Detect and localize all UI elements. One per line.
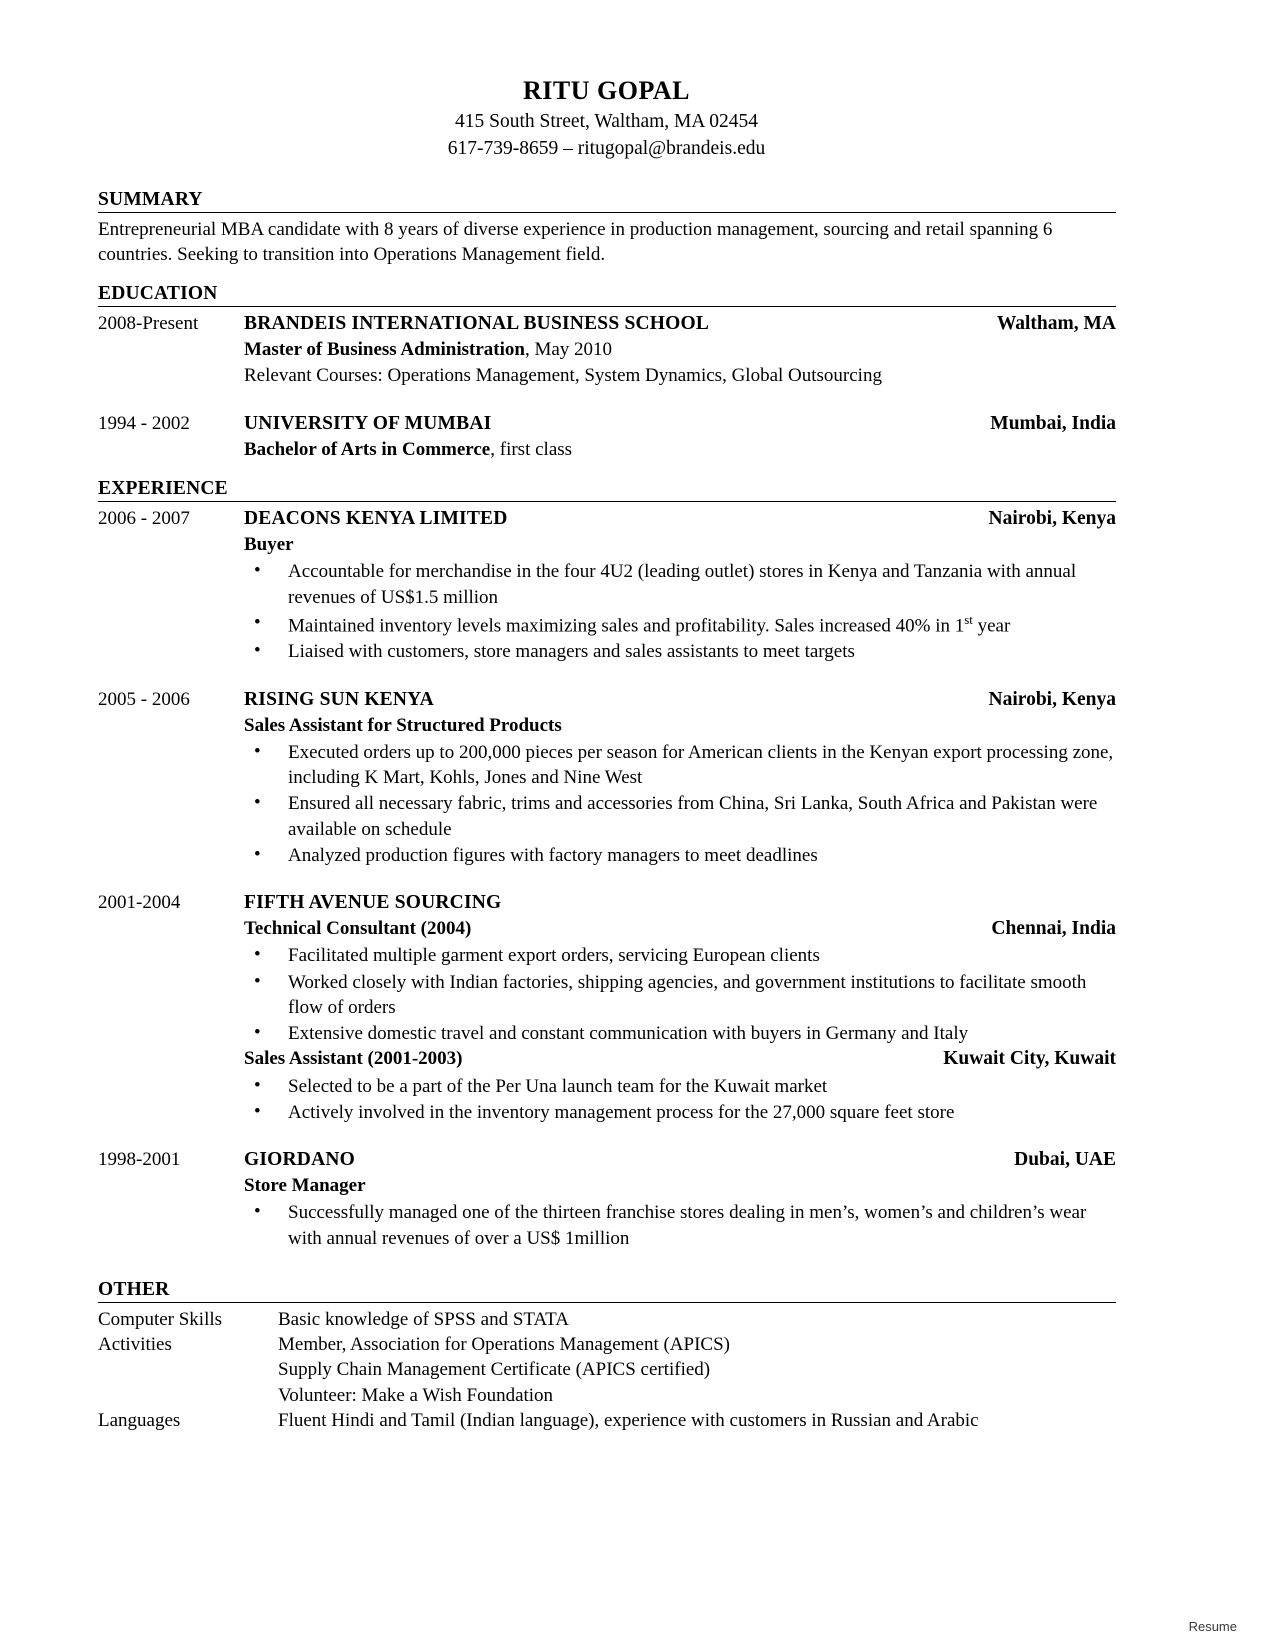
- education-entry: [98, 411, 1116, 463]
- education-degree-detail: , first class: [490, 438, 573, 460]
- education-location: Mumbai, India: [990, 412, 1116, 434]
- experience-entry: [98, 506, 1116, 665]
- other-label: Activities: [98, 1334, 172, 1356]
- experience-body: [244, 506, 1116, 665]
- experience-location: Nairobi, Kenya: [988, 688, 1116, 710]
- experience-bullets: [244, 943, 1116, 1046]
- education-degree-name: Bachelor of Arts in Commerce: [244, 438, 491, 460]
- education-body: [244, 311, 1116, 388]
- section-title-experience: EXPERIENCE: [98, 478, 1116, 502]
- experience-entry: [98, 1147, 1116, 1251]
- footer-tag: Resume: [1188, 1619, 1237, 1634]
- resume-header: [98, 75, 1115, 163]
- experience-role: Store Manager: [244, 1175, 366, 1197]
- education-degree-name: Master of Business Administration: [244, 339, 525, 361]
- experience-dates: 2001-2004: [98, 892, 181, 914]
- other-label-empty: [98, 1383, 274, 1408]
- experience-bullets: [244, 1200, 1116, 1251]
- table-row: [98, 1383, 1116, 1408]
- table-row: [98, 1307, 1116, 1332]
- list-item: • Selected to be a part of the Per Una launch team for the Kuwait market: [244, 1074, 1116, 1099]
- education-degree-date: , May 2010: [524, 339, 613, 361]
- list-item: • Extensive domestic travel and constant communication with buyers in Germany and Italy: [244, 1021, 1116, 1046]
- list-item: • Analyzed production figures with factory managers to meet deadlines: [244, 843, 1116, 868]
- education-dates: 2008-Present: [98, 313, 199, 335]
- experience-organization: FIFTH AVENUE SOURCING: [244, 892, 502, 914]
- education-courses: Relevant Courses: Operations Management, System Dynamics, Global Outsourcing: [244, 364, 882, 386]
- experience-role: Technical Consultant (2004): [244, 918, 472, 940]
- other-label: Computer Skills: [98, 1308, 223, 1330]
- experience-location: Nairobi, Kenya: [988, 508, 1116, 530]
- experience-role-secondary: Sales Assistant (2001-2003): [244, 1048, 463, 1070]
- list-item: • Worked closely with Indian factories, shipping agencies, and government institutions to facilitate smooth flow of orders: [244, 970, 1116, 1021]
- other-label-empty: [98, 1357, 274, 1382]
- list-item: • Maintained inventory levels maximizing sales and profitability. Sales increased 40% in 1st year: [244, 611, 1116, 639]
- experience-organization: RISING SUN KENYA: [244, 688, 434, 710]
- experience-dates: 2006 - 2007: [98, 508, 190, 530]
- education-body: [244, 411, 1116, 463]
- experience-role-secondary-location: Kuwait City, Kuwait: [943, 1048, 1116, 1070]
- education-organization: BRANDEIS INTERNATIONAL BUSINESS SCHOOL: [244, 313, 710, 335]
- candidate-name: RITU GOPAL: [522, 76, 691, 105]
- experience-body: [244, 1147, 1116, 1251]
- experience-bullets-secondary: [244, 1074, 1116, 1126]
- experience-bullets: [244, 740, 1116, 868]
- list-item: • Ensured all necessary fabric, trims and accessories from China, Sri Lanka, South Africa and Pakistan were available on schedule: [244, 791, 1116, 842]
- section-title-summary: SUMMARY: [98, 189, 1116, 213]
- list-item: • Liaised with customers, store managers and sales assistants to meet targets: [244, 639, 1116, 664]
- education-location: Waltham, MA: [996, 313, 1116, 335]
- summary-text: Entrepreneurial MBA candidate with 8 years of diverse experience in production management, sourcing and retail spanning 6 countries. Seeking to transition into Operations Management field.: [98, 218, 1053, 266]
- experience-role-location: Chennai, India: [991, 918, 1116, 940]
- list-item: • Executed orders up to 200,000 pieces per season for American clients in the Kenyan export processing zone, including K Mart, Kohls, Jones and Nine West: [244, 740, 1116, 791]
- education-dates: 1994 - 2002: [98, 412, 190, 434]
- experience-entry: [98, 687, 1116, 868]
- other-value: Basic knowledge of SPSS and STATA: [278, 1308, 569, 1330]
- section-title-other: OTHER: [98, 1279, 1116, 1303]
- experience-location: Dubai, UAE: [1014, 1149, 1116, 1171]
- education-degree: [244, 437, 1116, 463]
- experience-bullets: [244, 559, 1116, 664]
- education-entry: [98, 311, 1116, 388]
- experience-dates: 2005 - 2006: [98, 688, 190, 710]
- experience-body: [244, 890, 1116, 1125]
- experience-organization: DEACONS KENYA LIMITED: [244, 508, 508, 530]
- list-item: • Accountable for merchandise in the four 4U2 (leading outlet) stores in Kenya and Tanzania with annual revenues of US$1.5 million: [244, 559, 1116, 610]
- candidate-address: 415 South Street, Waltham, MA 02454: [454, 110, 759, 132]
- experience-organization: GIORDANO: [244, 1149, 356, 1171]
- list-item: • Successfully managed one of the thirteen franchise stores dealing in men’s, women’s and children’s wear with annual revenues of over a US$ 1million: [244, 1200, 1116, 1251]
- experience-entry: [98, 890, 1116, 1125]
- list-item: • Facilitated multiple garment export orders, servicing European clients: [244, 943, 1116, 968]
- experience-body: [244, 687, 1116, 868]
- other-value: Supply Chain Management Certificate (APICS certified): [278, 1359, 711, 1381]
- candidate-contact: 617-739-8659 – ritugopal@brandeis.edu: [447, 138, 766, 160]
- other-value: Volunteer: Make a Wish Foundation: [278, 1384, 554, 1406]
- other-table: [98, 1307, 1116, 1433]
- experience-dates: 1998-2001: [98, 1149, 181, 1171]
- other-label: Languages: [98, 1409, 181, 1431]
- table-row: [98, 1408, 1116, 1433]
- education-degree: [244, 337, 1116, 363]
- experience-role: Sales Assistant for Structured Products: [244, 714, 562, 736]
- experience-role: Buyer: [244, 534, 294, 556]
- education-organization: UNIVERSITY OF MUMBAI: [244, 412, 492, 434]
- table-row: [98, 1332, 1116, 1357]
- other-value: Member, Association for Operations Management (APICS): [278, 1334, 730, 1356]
- other-value: Fluent Hindi and Tamil (Indian language), experience with customers in Russian and Arabic: [278, 1409, 979, 1431]
- section-title-education: EDUCATION: [98, 283, 1116, 307]
- table-row: [98, 1357, 1116, 1382]
- list-item: • Actively involved in the inventory management process for the 27,000 square feet store: [244, 1100, 1116, 1125]
